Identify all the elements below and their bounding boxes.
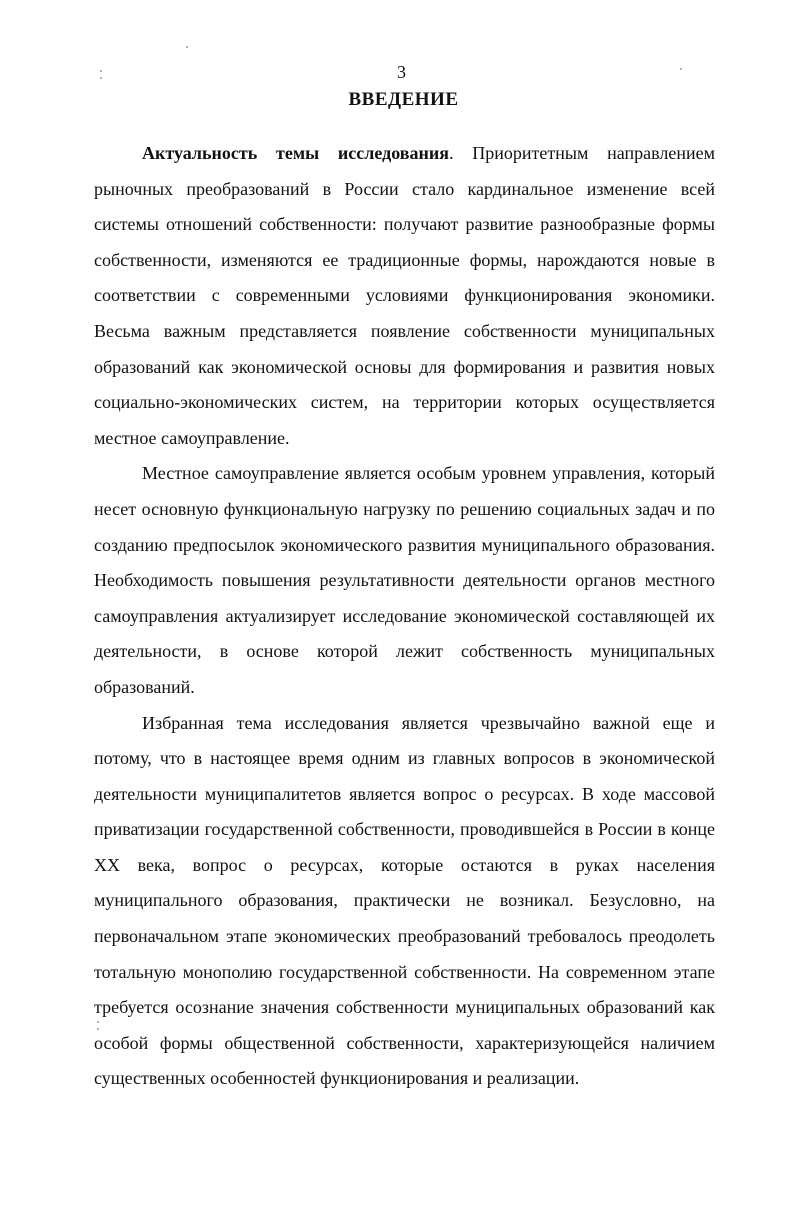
scan-speck [680,68,682,70]
scan-speck [97,1028,99,1030]
scan-speck [97,1021,99,1023]
paragraph-relevance [94,136,715,456]
page-number: 3 [397,62,406,82]
scan-speck [100,77,102,79]
paragraph-self-government: Местное самоуправление является особым уровнем управления, который несет основную функциональную нагрузку по решению социальных задач и по созданию предпосылок экономического развития муниципального образования. Необходимость повышения результативности деятельности органов местного самоуправления актуализирует исследование экономической составляющей их деятельности, в основе которой лежит собственность муниципальных образований. [94,463,715,697]
scan-speck [100,70,102,72]
scan-speck [186,46,188,48]
body-text [94,136,715,1097]
paragraph-chosen-topic: Избранная тема исследования является чрезвычайно важной еще и потому, что в настоящее время одним из главных вопросов в экономической деятельности муниципалитетов является вопрос о ресурсах. В ходе массовой приватизации государственной собственности, проводившейся в России в конце XX века, вопрос о ресурсах, которые остаются в руках населения муниципального образования, практически не возникал. Безусловно, на первоначальном этапе экономических преобразований требовалось преодолеть тотальную монополию государственной собственности. На современном этапе требуется осознание значения собственности муниципальных образований как особой формы общественной собственности, характеризующейся наличием существенных особенностей функционирования и реализации. [94,712,715,1089]
section-heading: ВВЕДЕНИЕ [348,89,459,110]
paragraph-text: . Приоритетным направлением рыночных преобразований в России стало кардинальное изменение всей системы отношений собственности: получают развитие разнообразные формы собственности, изменяются ее традиционные формы, нарождаются новые в соответствии с современными условиями функционирования экономики. Весьма важным представляется появление собственности муниципальных образований как экономической основы для формирования и развития новых социально-экономических систем, на территории которых осуществляется местное самоуправление. [94,143,715,448]
paragraph-lead: Актуальность темы исследования [142,143,449,163]
